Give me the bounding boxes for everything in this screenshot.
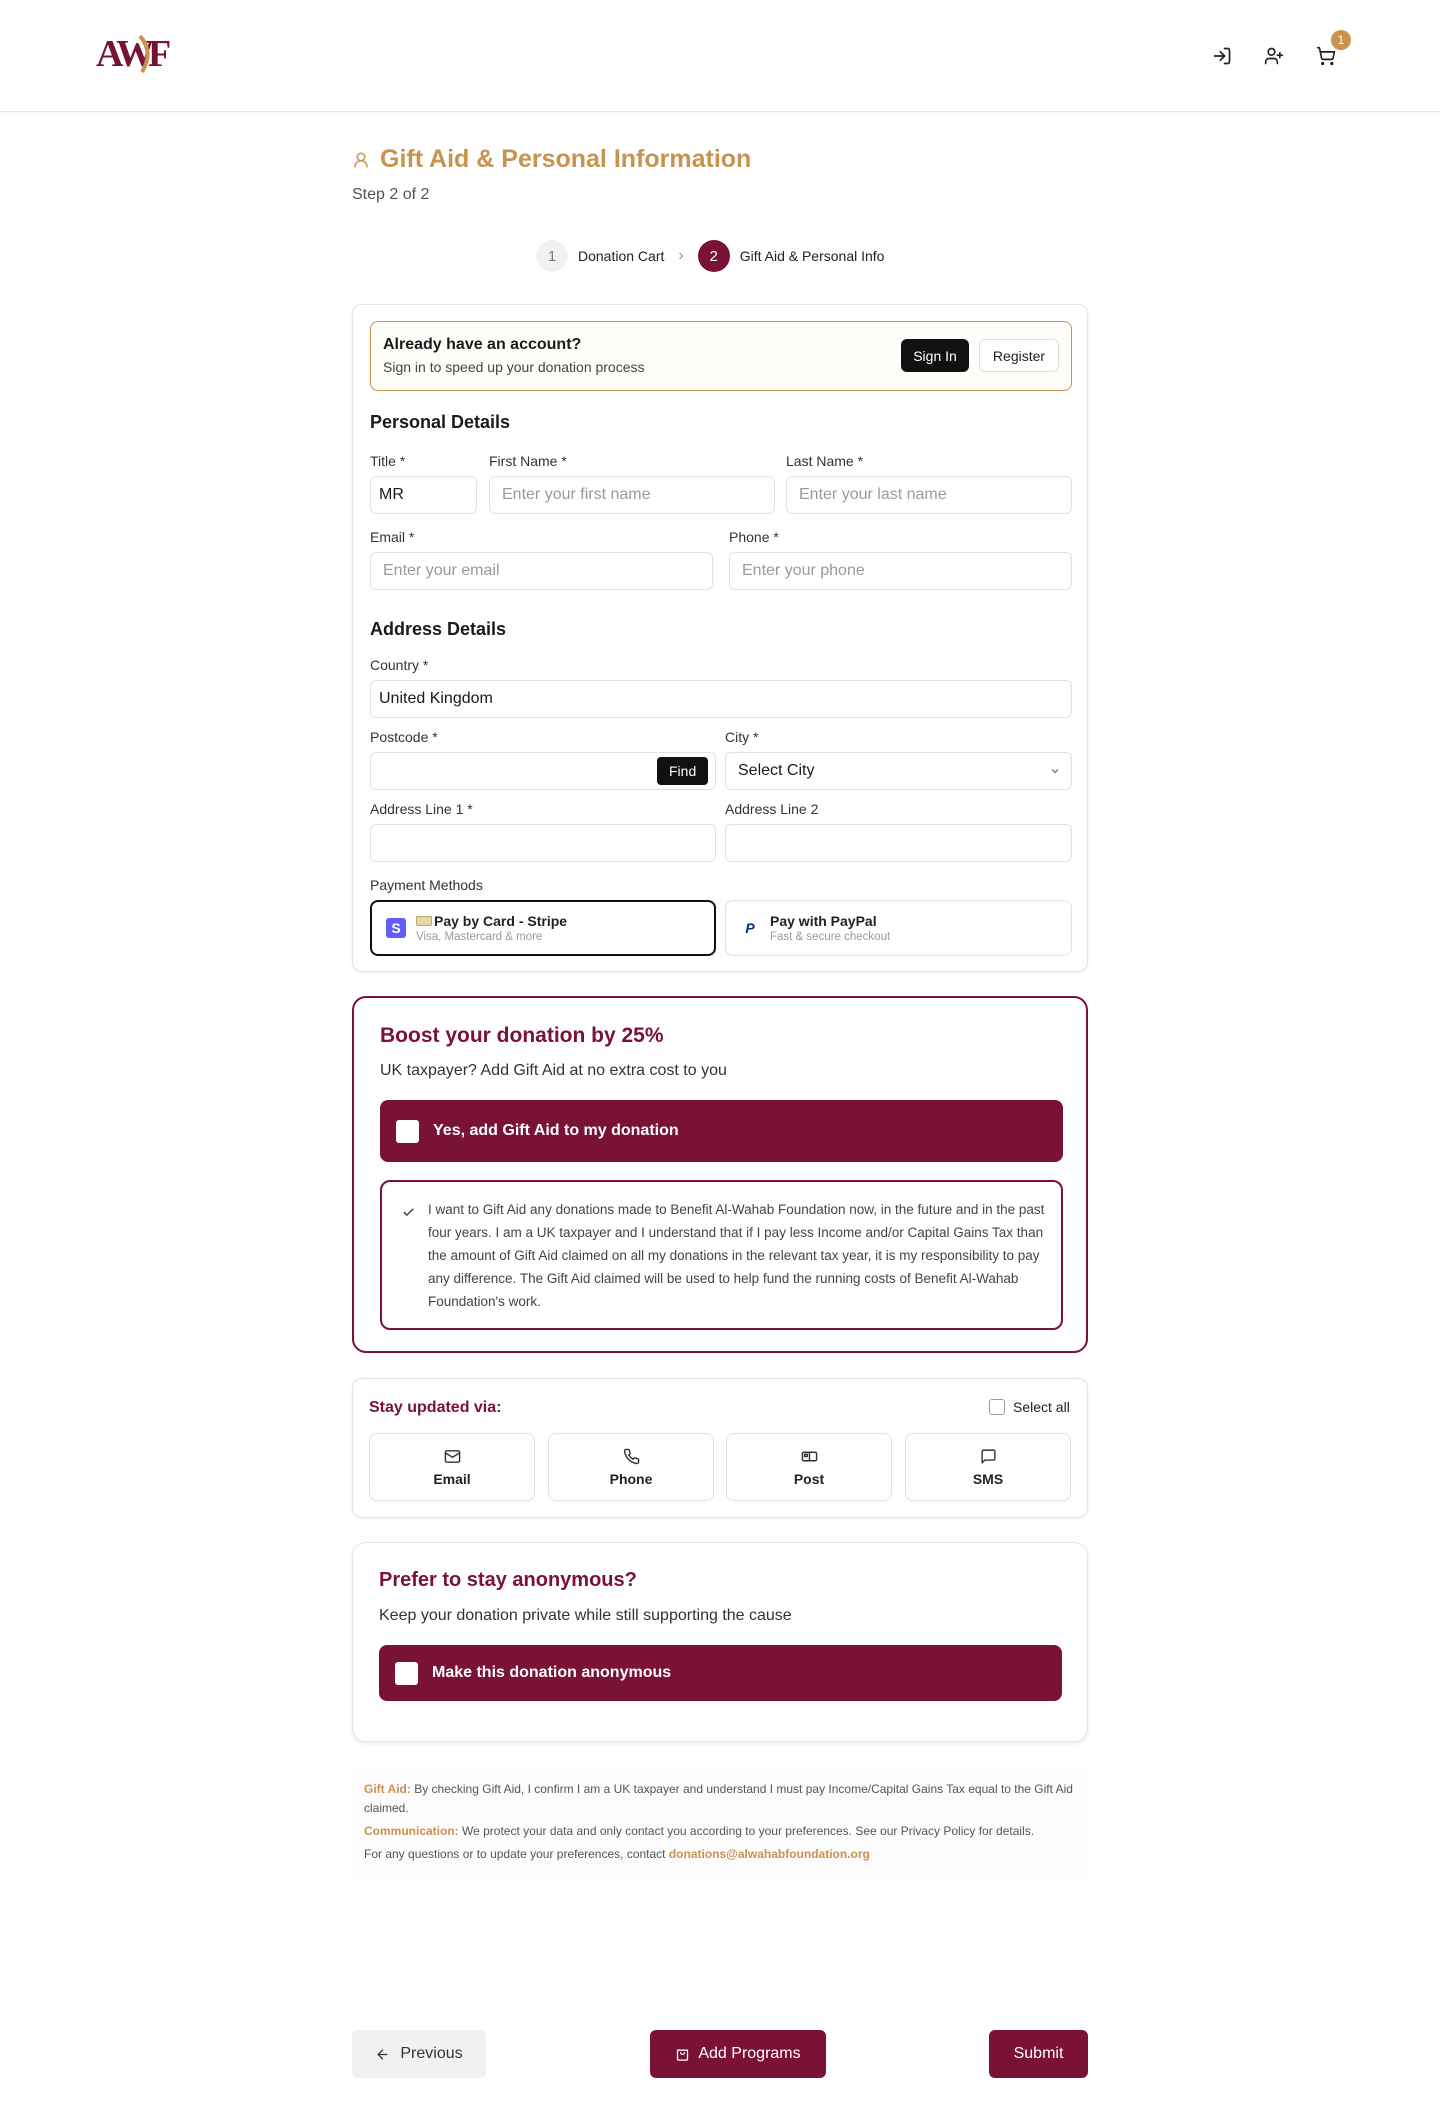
paypal-payment-option[interactable] [725,900,1072,956]
email-label: Email * [370,529,415,545]
phone-label: Phone * [729,529,779,545]
channel-post-label: Post [793,1470,825,1487]
account-prompt-title: Already have an account? [383,336,582,353]
gift-aid-note-tag: Gift Aid: [364,1782,411,1796]
payment-methods-label: Payment Methods [370,877,483,893]
stripe-payment-option[interactable] [370,900,716,956]
add-programs-button[interactable] [650,2030,826,2078]
paypal-option-subtitle: Fast & secure checkout [770,931,891,943]
last-name-input[interactable] [786,476,1072,514]
chevron-right-icon: › [678,247,684,264]
anonymous-card [352,1542,1088,1742]
address-line2-input[interactable] [725,824,1072,862]
gift-aid-note-text: By checking Gift Aid, I confirm I am a UK taxpayer and understand I must pay Income/Capital Gains Tax equal to the Gift Aid claimed. [364,1782,1073,1815]
personal-details-heading: Personal Details [370,412,511,432]
chevron-down-icon [1049,765,1061,777]
channel-phone[interactable] [548,1433,714,1501]
cart-count-badge: 1 [1331,30,1351,50]
stripe-option-title: Pay by Card - Stripe [434,913,568,929]
paypal-option-title: Pay with PayPal [770,913,877,929]
city-select-value: Select City [738,762,815,779]
user-plus-icon[interactable] [1260,42,1288,70]
gift-aid-declaration [380,1180,1063,1330]
gift-aid-card [352,996,1088,1353]
last-name-label: Last Name * [786,453,864,469]
step-indicator-text: Step 2 of 2 [352,186,430,203]
channel-email-label: Email [433,1470,471,1487]
account-prompt-subtitle: Sign in to speed up your donation process [383,359,645,375]
awf-logo-graphic [96,30,176,74]
channel-post[interactable] [726,1433,892,1501]
stripe-option-subtitle: Visa, Mastercard & more [416,931,543,943]
title-select[interactable]: MR [370,476,477,514]
stripe-icon: S [386,918,406,938]
check-icon [402,1206,415,1219]
mail-icon [444,1448,461,1465]
page-title [352,145,751,174]
awf-logo[interactable] [96,30,186,80]
register-button[interactable]: Register [979,339,1059,372]
stay-updated-card [352,1378,1088,1518]
add-programs-button-label: Add Programs [698,2045,801,2062]
paypal-icon: P [745,920,755,936]
gift-aid-subtitle: UK taxpayer? Add Gift Aid at no extra cost to you [380,1062,727,1079]
find-address-button[interactable]: Find [657,757,708,785]
city-label: City * [725,729,759,745]
title-label: Title * [370,453,406,469]
progress-stepper [536,238,884,274]
anonymous-heading: Prefer to stay anonymous? [379,1569,637,1591]
country-label: Country * [370,657,429,673]
account-prompt [370,321,1072,391]
channel-sms[interactable] [905,1433,1071,1501]
legal-notes [352,1768,1088,1880]
gift-aid-note [364,1780,1076,1818]
communication-note [364,1822,1076,1841]
address-line1-input[interactable] [370,824,716,862]
sign-in-icon[interactable] [1208,42,1236,70]
select-all-box[interactable] [989,1399,1005,1415]
country-select[interactable]: United Kingdom [370,680,1072,718]
gift-aid-checkbox-box[interactable] [396,1120,419,1143]
user-icon [352,151,370,169]
site-header [0,0,1440,112]
select-all-label: Select all [1013,1399,1070,1415]
phone-icon [623,1448,640,1465]
select-all-checkbox[interactable] [989,1399,1070,1415]
first-name-input[interactable] [489,476,775,514]
communication-note-tag: Communication: [364,1824,459,1838]
anonymous-subtitle: Keep your donation private while still supporting the cause [379,1607,792,1624]
sign-in-button[interactable]: Sign In [901,339,969,372]
arrow-left-icon [375,2047,390,2062]
step-1-label[interactable]: Donation Cart [578,248,665,264]
anonymous-checkbox[interactable] [379,1645,1062,1701]
step-2-number: 2 [698,240,730,272]
stay-updated-heading: Stay updated via: [369,1399,502,1416]
address-line1-label: Address Line 1 * [370,801,473,817]
address-details-heading: Address Details [370,619,507,639]
phone-input[interactable] [729,552,1072,590]
gift-aid-declaration-text: I want to Gift Aid any donations made to Benefit Al-Wahab Foundation now, in the future and in the past four years. I am a UK taxpayer and I understand that if I pay less Income and/or Capital Gains Tax than the amount of Gift Aid claimed on all my donations in the relevant tax year, it is my responsibility to pay any difference. The Gift Aid claimed will be used to help fund the running costs of Benefit Al-Wahab Foundation's work. [428,1202,1045,1309]
shopping-bag-icon [675,2047,690,2062]
address-line2-label: Address Line 2 [725,801,819,817]
anonymous-checkbox-box[interactable] [395,1662,418,1685]
step-1-number[interactable]: 1 [536,240,568,272]
sms-icon [980,1448,997,1465]
postcode-label: Postcode * [370,729,438,745]
anonymous-checkbox-label: Make this donation anonymous [432,1664,672,1681]
city-select[interactable] [725,752,1072,790]
previous-button-label: Previous [400,2045,463,2062]
svg-text:F: F [148,33,169,74]
channel-phone-label: Phone [609,1470,653,1487]
first-name-label: First Name * [489,453,567,469]
svg-text:AW: AW [96,33,152,74]
page-title-text: Gift Aid & Personal Information [380,145,752,173]
contact-note-text: For any questions or to update your preferences, contact [364,1847,669,1861]
submit-button[interactable]: Submit [989,2030,1088,2078]
contact-email-link[interactable]: donations@alwahabfoundation.org [668,1847,870,1861]
gift-aid-heading: Boost your donation by 25% [380,1024,664,1047]
post-icon [801,1448,818,1465]
previous-button[interactable] [352,2030,486,2078]
gift-aid-checkbox[interactable] [380,1100,1063,1162]
personal-info-card [352,304,1088,972]
email-input[interactable] [370,552,713,590]
card-icon [416,916,432,926]
communication-note-text: We protect your data and only contact you according to your preferences. See our Privacy Policy for details. [458,1824,1035,1838]
contact-note [364,1845,1076,1864]
channel-email[interactable] [369,1433,535,1501]
step-2-label: Gift Aid & Personal Info [739,248,885,264]
channel-sms-label: SMS [972,1470,1004,1487]
gift-aid-checkbox-label: Yes, add Gift Aid to my donation [433,1122,679,1139]
